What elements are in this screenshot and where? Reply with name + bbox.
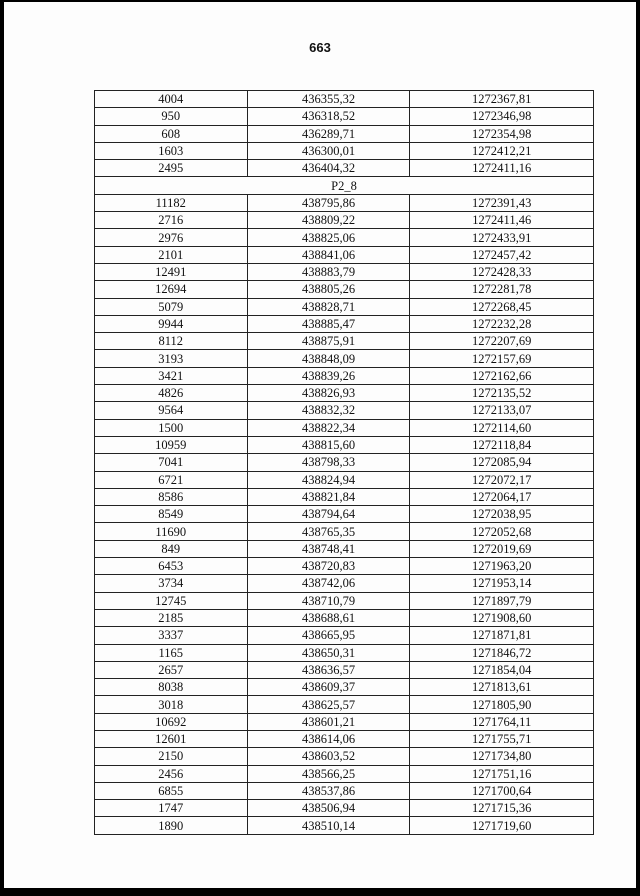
table-row — [95, 506, 594, 523]
table-row — [95, 315, 594, 332]
y-coordinate-cell: 1272412,21 — [410, 142, 594, 159]
x-coordinate-cell: 438566,25 — [247, 765, 410, 782]
x-coordinate-cell: 436355,32 — [247, 91, 410, 108]
y-coordinate-cell: 1272207,69 — [410, 333, 594, 350]
point-id-cell: 6721 — [95, 471, 248, 488]
x-coordinate-cell: 436300,01 — [247, 142, 410, 159]
x-coordinate-cell: 438805,26 — [247, 281, 410, 298]
table-row — [95, 194, 594, 211]
coordinates-table — [94, 90, 594, 835]
table-row — [95, 298, 594, 315]
point-id-cell: 12745 — [95, 592, 248, 609]
x-coordinate-cell: 436404,32 — [247, 160, 410, 177]
x-coordinate-cell: 438609,37 — [247, 679, 410, 696]
point-id-cell: 8112 — [95, 333, 248, 350]
y-coordinate-cell: 1272114,60 — [410, 419, 594, 436]
point-id-cell: 1165 — [95, 644, 248, 661]
y-coordinate-cell: 1272281,78 — [410, 281, 594, 298]
point-id-cell: 2185 — [95, 609, 248, 626]
table-row — [95, 609, 594, 626]
y-coordinate-cell: 1272232,28 — [410, 315, 594, 332]
y-coordinate-cell: 1272085,94 — [410, 454, 594, 471]
y-coordinate-cell: 1271764,11 — [410, 713, 594, 730]
y-coordinate-cell: 1272064,17 — [410, 488, 594, 505]
point-id-cell: 5079 — [95, 298, 248, 315]
table-row — [95, 696, 594, 713]
point-id-cell: 2495 — [95, 160, 248, 177]
point-id-cell: 950 — [95, 108, 248, 125]
x-coordinate-cell: 438537,86 — [247, 782, 410, 799]
document-page — [4, 2, 636, 888]
x-coordinate-cell: 438720,83 — [247, 558, 410, 575]
point-id-cell: 11690 — [95, 523, 248, 540]
table-row — [95, 488, 594, 505]
x-coordinate-cell: 438636,57 — [247, 661, 410, 678]
point-id-cell: 12491 — [95, 263, 248, 280]
point-id-cell: 11182 — [95, 194, 248, 211]
y-coordinate-cell: 1272038,95 — [410, 506, 594, 523]
x-coordinate-cell: 438650,31 — [247, 644, 410, 661]
table-row — [95, 281, 594, 298]
point-id-cell: 10692 — [95, 713, 248, 730]
y-coordinate-cell: 1271751,16 — [410, 765, 594, 782]
y-coordinate-cell: 1272133,07 — [410, 402, 594, 419]
table-row — [95, 212, 594, 229]
page-number: 663 — [309, 40, 331, 55]
y-coordinate-cell: 1271715,36 — [410, 800, 594, 817]
point-id-cell: 12694 — [95, 281, 248, 298]
x-coordinate-cell: 438506,94 — [247, 800, 410, 817]
x-coordinate-cell: 438883,79 — [247, 263, 410, 280]
table-row — [95, 350, 594, 367]
table-row — [95, 142, 594, 159]
table-row — [95, 713, 594, 730]
x-coordinate-cell: 438688,61 — [247, 609, 410, 626]
table-row — [95, 454, 594, 471]
y-coordinate-cell: 1271908,60 — [410, 609, 594, 626]
point-id-cell: 1890 — [95, 817, 248, 834]
x-coordinate-cell: 438821,84 — [247, 488, 410, 505]
x-coordinate-cell: 438742,06 — [247, 575, 410, 592]
x-coordinate-cell: 438848,09 — [247, 350, 410, 367]
y-coordinate-cell: 1272019,69 — [410, 540, 594, 557]
table-row — [95, 419, 594, 436]
point-id-cell: 4004 — [95, 91, 248, 108]
point-id-cell: 8586 — [95, 488, 248, 505]
x-coordinate-cell: 438765,35 — [247, 523, 410, 540]
y-coordinate-cell: 1272268,45 — [410, 298, 594, 315]
y-coordinate-cell: 1272072,17 — [410, 471, 594, 488]
point-id-cell: 10959 — [95, 436, 248, 453]
table-row — [95, 782, 594, 799]
coordinates-table-body — [95, 91, 594, 835]
y-coordinate-cell: 1271805,90 — [410, 696, 594, 713]
y-coordinate-cell: 1271813,61 — [410, 679, 594, 696]
table-row — [95, 523, 594, 540]
table-row — [95, 575, 594, 592]
table-row — [95, 108, 594, 125]
table-row — [95, 679, 594, 696]
x-coordinate-cell: 438825,06 — [247, 229, 410, 246]
point-id-cell: 2716 — [95, 212, 248, 229]
x-coordinate-cell: 438795,86 — [247, 194, 410, 211]
y-coordinate-cell: 1272391,43 — [410, 194, 594, 211]
point-id-cell: 1747 — [95, 800, 248, 817]
x-coordinate-cell: 438809,22 — [247, 212, 410, 229]
point-id-cell: 849 — [95, 540, 248, 557]
x-coordinate-cell: 438601,21 — [247, 713, 410, 730]
point-id-cell: 8038 — [95, 679, 248, 696]
y-coordinate-cell: 1272367,81 — [410, 91, 594, 108]
table-row — [95, 748, 594, 765]
point-id-cell: 6453 — [95, 558, 248, 575]
y-coordinate-cell: 1272346,98 — [410, 108, 594, 125]
table-row — [95, 627, 594, 644]
y-coordinate-cell: 1271846,72 — [410, 644, 594, 661]
table-row — [95, 817, 594, 834]
x-coordinate-cell: 438798,33 — [247, 454, 410, 471]
table-row — [95, 436, 594, 453]
x-coordinate-cell: 436289,71 — [247, 125, 410, 142]
x-coordinate-cell: 438710,79 — [247, 592, 410, 609]
table-row — [95, 91, 594, 108]
point-id-cell: 6855 — [95, 782, 248, 799]
x-coordinate-cell: 436318,52 — [247, 108, 410, 125]
y-coordinate-cell: 1271963,20 — [410, 558, 594, 575]
y-coordinate-cell: 1272052,68 — [410, 523, 594, 540]
section-label: P2_8 — [95, 177, 594, 194]
table-row — [95, 333, 594, 350]
table-row — [95, 229, 594, 246]
x-coordinate-cell: 438875,91 — [247, 333, 410, 350]
table-row — [95, 263, 594, 280]
point-id-cell: 2150 — [95, 748, 248, 765]
table-row — [95, 540, 594, 557]
x-coordinate-cell: 438828,71 — [247, 298, 410, 315]
point-id-cell: 7041 — [95, 454, 248, 471]
y-coordinate-cell: 1271897,79 — [410, 592, 594, 609]
y-coordinate-cell: 1271700,64 — [410, 782, 594, 799]
point-id-cell: 8549 — [95, 506, 248, 523]
point-id-cell: 9564 — [95, 402, 248, 419]
point-id-cell: 608 — [95, 125, 248, 142]
point-id-cell: 3018 — [95, 696, 248, 713]
x-coordinate-cell: 438510,14 — [247, 817, 410, 834]
y-coordinate-cell: 1272411,16 — [410, 160, 594, 177]
x-coordinate-cell: 438794,64 — [247, 506, 410, 523]
x-coordinate-cell: 438839,26 — [247, 367, 410, 384]
point-id-cell: 2101 — [95, 246, 248, 263]
point-id-cell: 1603 — [95, 142, 248, 159]
x-coordinate-cell: 438748,41 — [247, 540, 410, 557]
point-id-cell: 3421 — [95, 367, 248, 384]
table-row — [95, 661, 594, 678]
table-row — [95, 558, 594, 575]
point-id-cell: 2657 — [95, 661, 248, 678]
table-row — [95, 402, 594, 419]
y-coordinate-cell: 1271755,71 — [410, 730, 594, 747]
table-row — [95, 160, 594, 177]
point-id-cell: 2456 — [95, 765, 248, 782]
x-coordinate-cell: 438815,60 — [247, 436, 410, 453]
y-coordinate-cell: 1272157,69 — [410, 350, 594, 367]
y-coordinate-cell: 1272135,52 — [410, 385, 594, 402]
table-row — [95, 385, 594, 402]
table-row — [95, 592, 594, 609]
table-row — [95, 367, 594, 384]
x-coordinate-cell: 438614,06 — [247, 730, 410, 747]
y-coordinate-cell: 1272354,98 — [410, 125, 594, 142]
point-id-cell: 12601 — [95, 730, 248, 747]
y-coordinate-cell: 1271719,60 — [410, 817, 594, 834]
table-row — [95, 644, 594, 661]
y-coordinate-cell: 1271953,14 — [410, 575, 594, 592]
table-row — [95, 246, 594, 263]
point-id-cell: 4826 — [95, 385, 248, 402]
x-coordinate-cell: 438603,52 — [247, 748, 410, 765]
y-coordinate-cell: 1271734,80 — [410, 748, 594, 765]
y-coordinate-cell: 1272457,42 — [410, 246, 594, 263]
point-id-cell: 3734 — [95, 575, 248, 592]
point-id-cell: 9944 — [95, 315, 248, 332]
point-id-cell: 2976 — [95, 229, 248, 246]
y-coordinate-cell: 1271854,04 — [410, 661, 594, 678]
y-coordinate-cell: 1272162,66 — [410, 367, 594, 384]
x-coordinate-cell: 438822,34 — [247, 419, 410, 436]
section-row — [95, 177, 594, 194]
y-coordinate-cell: 1272411,46 — [410, 212, 594, 229]
x-coordinate-cell: 438885,47 — [247, 315, 410, 332]
x-coordinate-cell: 438665,95 — [247, 627, 410, 644]
table-row — [95, 125, 594, 142]
point-id-cell: 3193 — [95, 350, 248, 367]
x-coordinate-cell: 438826,93 — [247, 385, 410, 402]
y-coordinate-cell: 1271871,81 — [410, 627, 594, 644]
table-row — [95, 471, 594, 488]
table-row — [95, 800, 594, 817]
y-coordinate-cell: 1272428,33 — [410, 263, 594, 280]
x-coordinate-cell: 438824,94 — [247, 471, 410, 488]
y-coordinate-cell: 1272118,84 — [410, 436, 594, 453]
y-coordinate-cell: 1272433,91 — [410, 229, 594, 246]
point-id-cell: 1500 — [95, 419, 248, 436]
x-coordinate-cell: 438841,06 — [247, 246, 410, 263]
table-row — [95, 730, 594, 747]
point-id-cell: 3337 — [95, 627, 248, 644]
x-coordinate-cell: 438625,57 — [247, 696, 410, 713]
x-coordinate-cell: 438832,32 — [247, 402, 410, 419]
table-row — [95, 765, 594, 782]
